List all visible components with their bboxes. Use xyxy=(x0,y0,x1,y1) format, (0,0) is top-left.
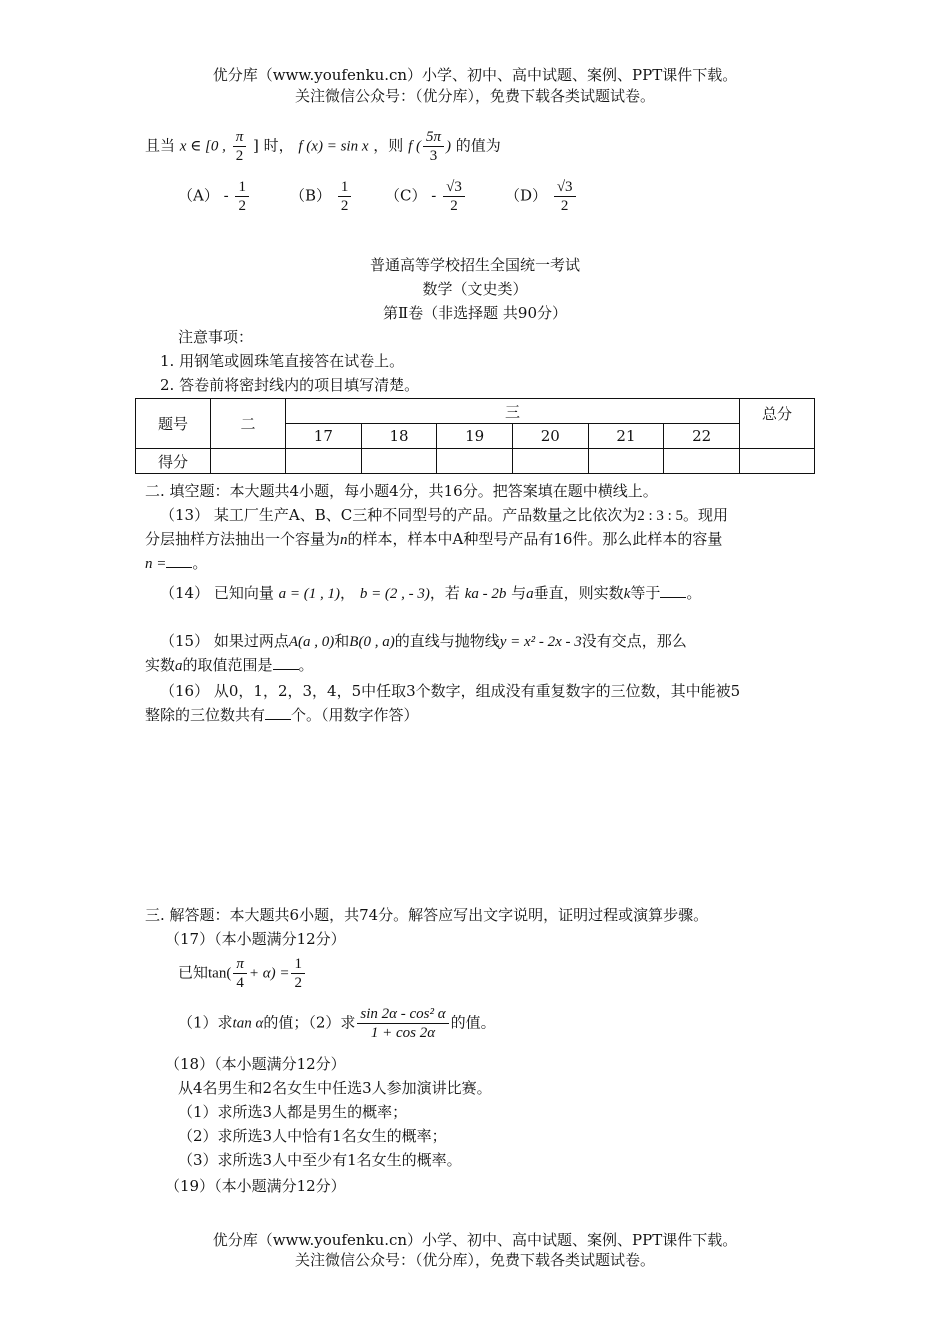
score-cell[interactable] xyxy=(211,449,286,474)
q15-line-2: 实数a的取值范围是 。 xyxy=(145,656,314,674)
table-num-19: 19 xyxy=(437,424,513,449)
q19-title: （19）（本小题满分12分） xyxy=(165,1177,346,1195)
q13-line-1: （13） 某工厂生产A、B、C三种不同型号的产品。产品数量之比依次为2 : 3 : 5。现用 xyxy=(160,506,729,524)
exam-part: 第Ⅱ卷（非选择题 共90分） xyxy=(382,304,568,322)
score-cell[interactable] xyxy=(588,449,664,474)
q12-five-pi-third: $\frac{5\pi}{3}$ xyxy=(423,128,444,165)
q18-part-3: （3）求所选3人中至少有1名女生的概率。 xyxy=(178,1151,462,1169)
q12-then: ，则 xyxy=(373,136,404,155)
q12-interval-open: x ∈ [0 , xyxy=(179,138,226,155)
q13-ratio: 2 : 3 : 5 xyxy=(637,508,684,524)
q12-option-b: （B） $\frac{1}{2}$ xyxy=(290,178,353,215)
section3-heading: 三. 解答题：本大题共6小题，共74分。解答应写出文字说明，证明过程或演算步骤。 xyxy=(145,906,709,924)
footer-line-1: 优分库（www.youfenku.cn）小学、初中、高中试题、案例、PPT课件下载。 xyxy=(212,1231,738,1249)
q14-vector-a: a = (1 , 1) xyxy=(278,586,341,602)
table-header-total: 总分 xyxy=(740,399,815,449)
table-num-22: 22 xyxy=(664,424,740,449)
table-header-three: 三 xyxy=(286,399,740,424)
notice-2: 2. 答卷前将密封线内的项目填写清楚。 xyxy=(160,376,420,394)
q18-title: （18）（本小题满分12分） xyxy=(165,1055,346,1073)
q17-parts: （1）求tan α的值；（2）求 $\frac{\text{sin 2α - cos² α}}{1 + \cos 2\alpha}$ 的值。 xyxy=(178,1006,496,1041)
q12-option-c: （C） - $\frac{√3}{2}$ xyxy=(385,178,467,215)
q12-option-a: （A） - $\frac{1}{2}$ xyxy=(178,178,251,215)
q12-f-open: f ( xyxy=(408,138,421,155)
answer-blank[interactable] xyxy=(166,552,192,568)
score-cell[interactable] xyxy=(664,449,740,474)
q17-title: （17）（本小题满分12分） xyxy=(165,930,346,948)
header-line-2: 关注微信公众号：（优分库），免费下载各类试题试卷。 xyxy=(294,87,655,105)
q16-line-1: （16） 从0，1，2，3，4，5中任取3个数字，组成没有重复数字的三位数，其中能被5 xyxy=(160,682,741,700)
answer-blank[interactable] xyxy=(660,582,686,598)
score-cell[interactable] xyxy=(740,449,815,474)
q13-line-3: n = 。 xyxy=(145,554,208,572)
q13-line-2: 分层抽样方法抽出一个容量为n的样本，样本中A种型号产品有16件。那么此样本的容量 xyxy=(145,530,723,548)
table-num-21: 21 xyxy=(588,424,664,449)
table-num-18: 18 xyxy=(361,424,437,449)
footer-line-2: 关注微信公众号：（优分库），免费下载各类试题试卷。 xyxy=(294,1251,655,1269)
section2-heading: 二. 填空题：本大题共4小题，每小题4分，共16分。把答案填在题中横线上。 xyxy=(145,482,658,500)
table-num-20: 20 xyxy=(512,424,588,449)
q12-prefix: 且当 xyxy=(145,136,176,155)
q15-parabola: y = x² - 2x - 3 xyxy=(499,634,582,650)
table-header-question: 题号 xyxy=(136,399,211,449)
exam-subject: 数学（文史类） xyxy=(422,280,528,298)
score-cell[interactable] xyxy=(437,449,513,474)
q18-part-2: （2）求所选3人中恰有1名女生的概率； xyxy=(178,1127,447,1145)
q16-line-2: 整除的三位数共有 个。（用数字作答） xyxy=(145,706,419,724)
notice-title: 注意事项： xyxy=(178,328,254,346)
score-table xyxy=(135,398,815,474)
notice-1: 1. 用钢笔或圆珠笔直接答在试卷上。 xyxy=(160,352,405,370)
q12-stem xyxy=(145,128,501,165)
q12-interval-close: ] 时， xyxy=(252,136,294,155)
score-cell[interactable] xyxy=(512,449,588,474)
q18-intro: 从4名男生和2名女生中任选3人参加演讲比赛。 xyxy=(178,1079,492,1097)
q17-given: 已知tan( $\frac{\pi}{4}$ + α) = $\frac{1}{2}$ xyxy=(178,955,307,992)
q12-suffix: 的值为 xyxy=(455,136,501,155)
exam-title: 普通高等学校招生全国统一考试 xyxy=(369,256,580,274)
q14-line: （14） 已知向量 a = (1 , 1)， b = (2 , - 3)，若 ka - 2b 与a垂直，则实数k等于 。 xyxy=(160,584,702,602)
q14-vector-b: b = (2 , - 3) xyxy=(359,586,430,602)
header-line-1: 优分库（www.youfenku.cn）小学、初中、高中试题、案例、PPT课件下载。 xyxy=(212,66,738,84)
q18-part-1: （1）求所选3人都是男生的概率； xyxy=(178,1103,408,1121)
table-row-score: 得分 xyxy=(136,449,211,474)
score-cell[interactable] xyxy=(286,449,362,474)
table-header-two: 二 xyxy=(211,399,286,449)
answer-blank[interactable] xyxy=(273,654,299,670)
q14-expression: ka - 2b xyxy=(464,586,507,602)
q12-option-d: （D） $\frac{√3}{2}$ xyxy=(505,178,578,215)
table-num-17: 17 xyxy=(286,424,362,449)
q12-pi-half: $\frac{\pi}{2}$ xyxy=(233,128,247,165)
q15-line-1: （15） 如果过两点A(a , 0)和B(0 , a)的直线与抛物线y = x² - 2x - 3没有交点，那么 xyxy=(160,632,687,650)
answer-blank[interactable] xyxy=(265,704,291,720)
score-cell[interactable] xyxy=(361,449,437,474)
q12-f-close: ) xyxy=(446,138,452,155)
q12-function: f (x) = sin x xyxy=(298,138,369,155)
